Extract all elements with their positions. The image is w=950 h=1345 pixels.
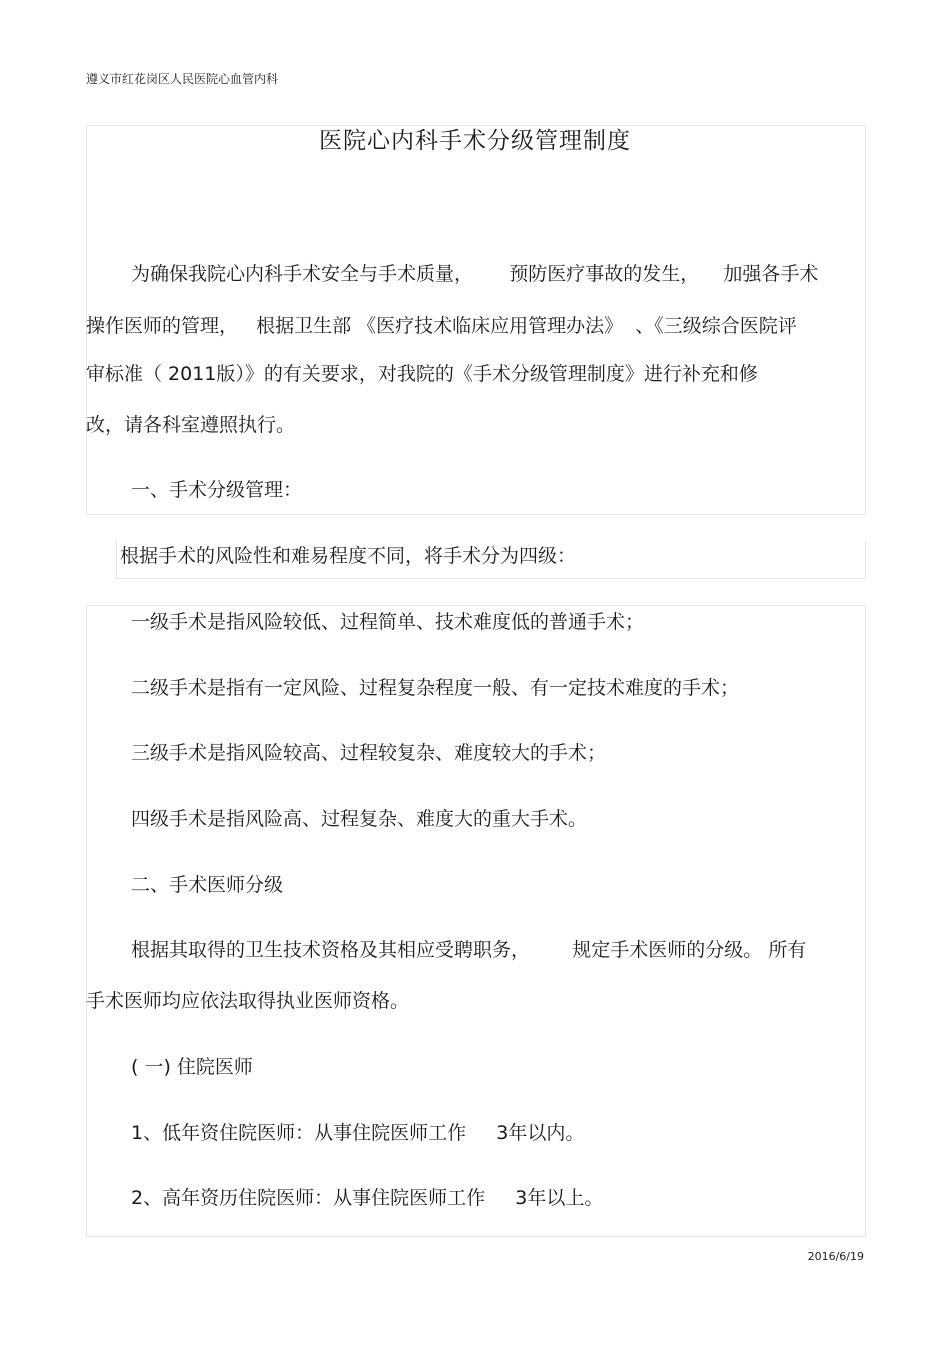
level-item: 四级手术是指风险高、过程复杂、难度大的重大手术。	[131, 808, 588, 830]
sub1-heading: ( 一) 住院医师	[131, 1056, 253, 1078]
intro-line: 为确保我院心内科手术安全与手术质量， 预防医疗事故的发生， 加强各手术	[131, 263, 819, 285]
sub1-item: 1、低年资住院医师：从事住院医师工作 3年以内。	[131, 1122, 585, 1144]
sub1-item: 2、高年资历住院医师：从事住院医师工作 3年以上。	[131, 1187, 604, 1209]
page-title: 医院心内科手术分级管理制度	[319, 128, 631, 154]
section1-intro: 根据手术的风险性和难易程度不同，将手术分为四级：	[120, 545, 577, 567]
intro-line: 改，请各科室遵照执行。	[86, 414, 296, 436]
level-item: 一级手术是指风险较低、过程简单、技术难度低的普通手术；	[131, 611, 645, 633]
header-org: 遵义市红花岗区人民医院心血管内科	[86, 72, 279, 86]
section1-heading: 一、手术分级管理：	[131, 479, 303, 501]
intro-line: 审标准（ 2011版）》的有关要求，对我院的《手术分级管理制度》进行补充和修	[86, 363, 758, 385]
intro-line: 操作医师的管理， 根据卫生部 《医疗技术临床应用管理办法》 、《三级综合医院评	[86, 315, 797, 337]
section2-line: 根据其取得的卫生技术资格及其相应受聘职务， 规定手术医师的分级。 所有	[131, 939, 807, 961]
level-item: 二级手术是指有一定风险、过程复杂程度一般、有一定技术难度的手术；	[131, 677, 740, 699]
section2-heading: 二、手术医师分级	[131, 874, 284, 896]
section2-line: 手术医师均应依法取得执业医师资格。	[86, 990, 410, 1012]
level-item: 三级手术是指风险较高、过程较复杂、难度较大的手术；	[131, 742, 607, 764]
footer-date: 2016/6/19	[807, 1250, 864, 1263]
